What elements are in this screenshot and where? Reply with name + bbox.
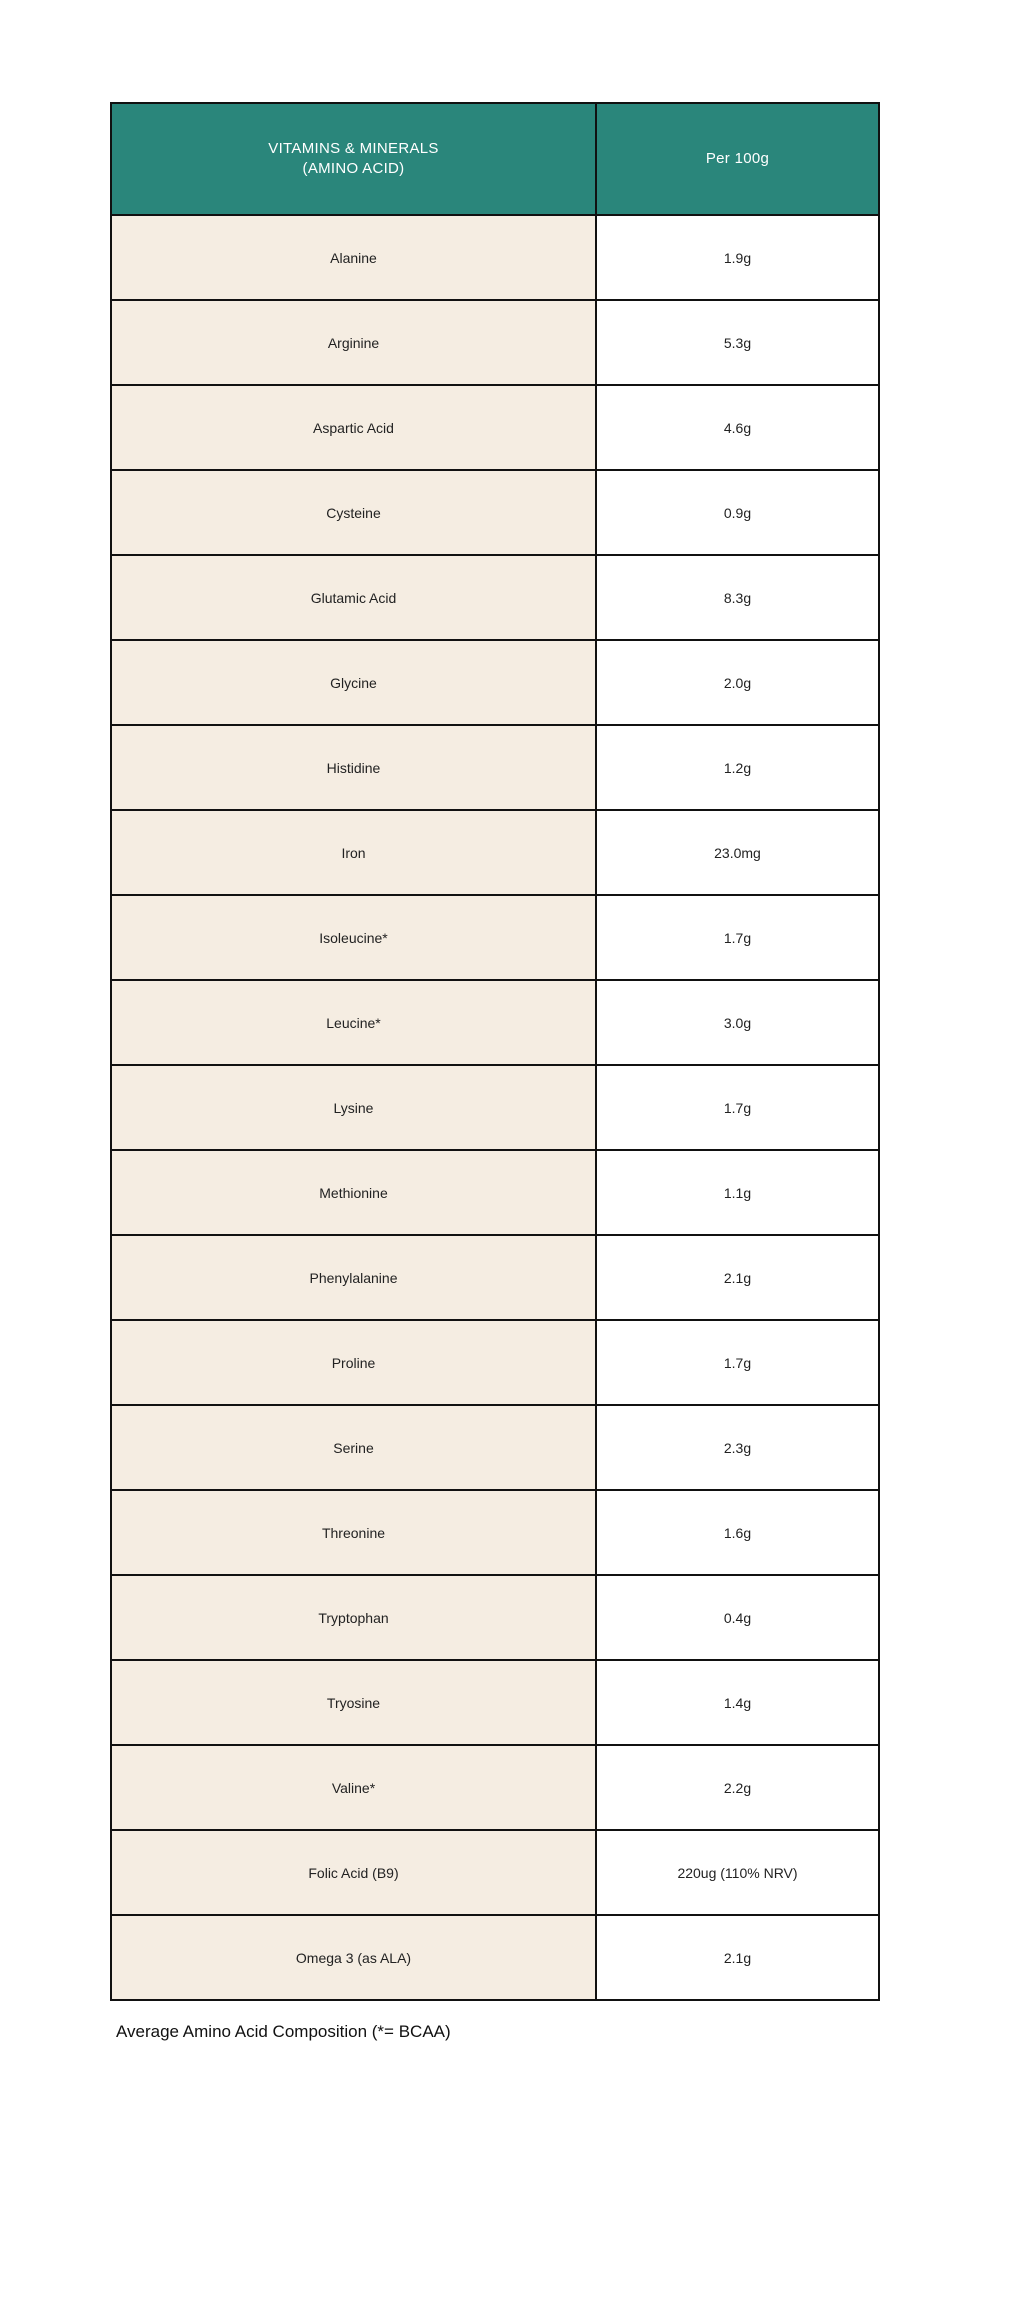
nutrient-name: Valine*	[111, 1745, 596, 1830]
table-row	[111, 215, 879, 300]
nutrient-value: 1.9g	[596, 215, 879, 300]
nutrient-value: 1.6g	[596, 1490, 879, 1575]
table-row	[111, 895, 879, 980]
nutrient-value: 1.4g	[596, 1660, 879, 1745]
nutrient-name: Isoleucine*	[111, 895, 596, 980]
table-header-row	[111, 103, 879, 215]
table-row	[111, 1065, 879, 1150]
nutrient-value: 1.7g	[596, 1065, 879, 1150]
nutrient-name: Methionine	[111, 1150, 596, 1235]
nutrient-name: Phenylalanine	[111, 1235, 596, 1320]
table-caption: Average Amino Acid Composition (*= BCAA)	[116, 2022, 451, 2041]
amino-acid-table	[110, 102, 880, 2001]
nutrient-name: Leucine*	[111, 980, 596, 1065]
table-row	[111, 1150, 879, 1235]
table-row	[111, 470, 879, 555]
nutrient-name: Glycine	[111, 640, 596, 725]
nutrient-value: 4.6g	[596, 385, 879, 470]
nutrient-value: 2.1g	[596, 1235, 879, 1320]
table-row	[111, 1915, 879, 2000]
table-row	[111, 1745, 879, 1830]
nutrient-value: 23.0mg	[596, 810, 879, 895]
table-row	[111, 385, 879, 470]
nutrient-name: Glutamic Acid	[111, 555, 596, 640]
nutrient-name: Serine	[111, 1405, 596, 1490]
nutrient-name: Omega 3 (as ALA)	[111, 1915, 596, 2000]
table-body	[111, 215, 879, 2000]
nutrient-value: 8.3g	[596, 555, 879, 640]
column-header-nutrient-line1: VITAMINS & MINERALS	[268, 140, 439, 157]
table-row	[111, 300, 879, 385]
table-row	[111, 640, 879, 725]
nutrient-name: Alanine	[111, 215, 596, 300]
nutrient-value: 220ug (110% NRV)	[596, 1830, 879, 1915]
nutrient-name: Aspartic Acid	[111, 385, 596, 470]
table-header	[111, 103, 879, 215]
table-row	[111, 1660, 879, 1745]
nutrient-value: 2.0g	[596, 640, 879, 725]
table-row	[111, 1320, 879, 1405]
nutrient-value: 2.3g	[596, 1405, 879, 1490]
table-row	[111, 810, 879, 895]
nutrient-value: 1.1g	[596, 1150, 879, 1235]
nutrient-name: Tryptophan	[111, 1575, 596, 1660]
column-header-nutrient	[111, 103, 596, 215]
table-row	[111, 1405, 879, 1490]
table-row	[111, 725, 879, 810]
nutrient-name: Cysteine	[111, 470, 596, 555]
table-row	[111, 1490, 879, 1575]
nutrient-name: Proline	[111, 1320, 596, 1405]
nutrient-name: Threonine	[111, 1490, 596, 1575]
nutrient-name: Lysine	[111, 1065, 596, 1150]
nutrient-value: 2.2g	[596, 1745, 879, 1830]
table-row	[111, 1575, 879, 1660]
nutrient-value: 0.9g	[596, 470, 879, 555]
nutrient-value: 5.3g	[596, 300, 879, 385]
table-row	[111, 1235, 879, 1320]
nutrient-value: 3.0g	[596, 980, 879, 1065]
nutrient-value: 0.4g	[596, 1575, 879, 1660]
table-row	[111, 555, 879, 640]
nutrient-value: 2.1g	[596, 1915, 879, 2000]
nutrient-name: Histidine	[111, 725, 596, 810]
nutrition-table-container	[110, 102, 878, 2001]
column-header-per-100g: Per 100g	[596, 103, 879, 215]
table-row	[111, 980, 879, 1065]
column-header-nutrient-line2: (AMINO ACID)	[302, 160, 405, 177]
nutrient-value: 1.7g	[596, 1320, 879, 1405]
nutrient-name: Iron	[111, 810, 596, 895]
nutrient-value: 1.7g	[596, 895, 879, 980]
table-row	[111, 1830, 879, 1915]
nutrient-name: Folic Acid (B9)	[111, 1830, 596, 1915]
nutrient-value: 1.2g	[596, 725, 879, 810]
nutrient-name: Arginine	[111, 300, 596, 385]
nutrient-name: Tryosine	[111, 1660, 596, 1745]
